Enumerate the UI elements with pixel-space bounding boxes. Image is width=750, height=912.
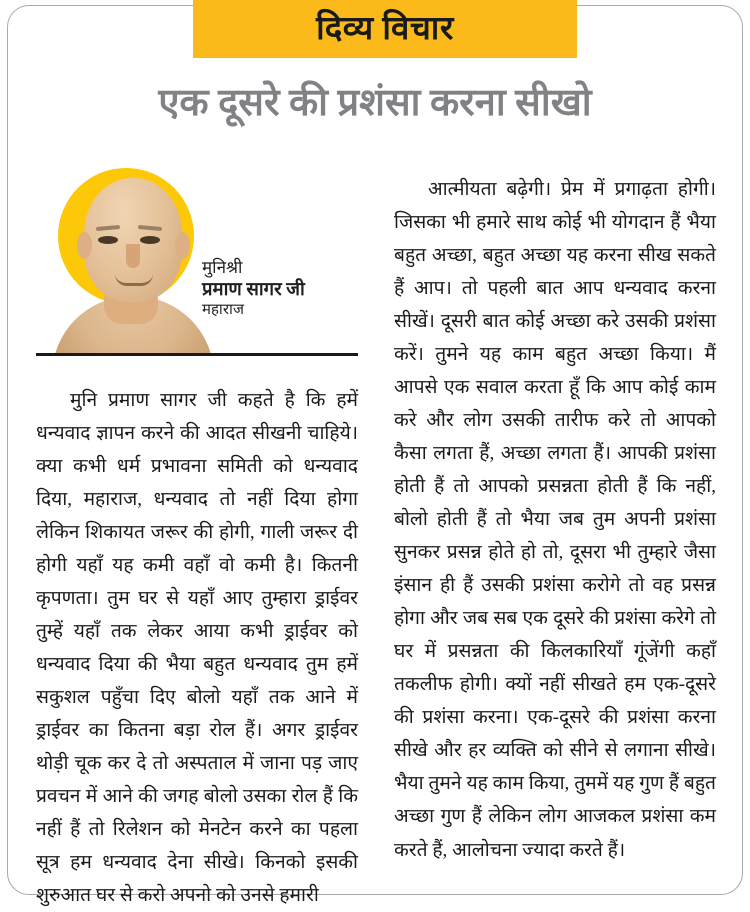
portrait-ear-left	[77, 232, 92, 259]
byline-name: प्रमाण सागर जी	[202, 279, 305, 300]
portrait-mouth	[115, 274, 153, 286]
article-headline: एक दूसरे की प्रशंसा करना सीखो	[158, 82, 592, 124]
masthead-title: दिव्य विचार	[316, 10, 454, 47]
column-right	[394, 150, 714, 880]
byline-suffix: महाराज	[202, 302, 244, 319]
author-byline	[202, 258, 362, 320]
article-body-right: आत्मीयता बढ़ेगी। प्रेम में प्रगाढ़ता होगी। जिसका भी हमारे साथ कोई भी योगदान हैं भैया बहुत अच्छा, बहुत अच्छा यह करना सीख सकते हैं आप। तो पहली बात आप धन्यवाद करना सीखें। दूसरी बात कोई अच्छा करे उसकी प्रशंसा करें। तुमने यह काम बहुत अच्छा किया। मैं आपसे एक सवाल करता हूँ कि आप कोई काम करे और लोग उसकी तारीफ करे तो आपको कैसा लगता हैं, अच्छा लगता हैं। आपकी प्रशंसा होती हैं तो आपको प्रसन्नता होती हैं कि नहीं, बोलो होती हैं तो भैया जब तुम अपनी प्रशंसा सुनकर प्रसन्न होते हो तो, दूसरा भी तुम्हारे जैसा इंसान ही हैं उसकी प्रशंसा करोगे तो वह प्रसन्न होगा और जब सब एक दूसरे की प्रशंसा करेगे तो घर में प्रसन्नता की किलकारियाँ गूंजेंगी कहाँ तकलीफ होगी। क्यों नहीं सीखते हम एक-दूसरे की प्रशंसा करना। एक-दूसरे की प्रशंसा करना सीखे और हर व्यक्ति को सीने से लगाना सीखे। भैया तुमने यह काम किया, तुममें यह गुण हैं बहुत अच्छा गुण हैं लेकिन लोग आजकल प्रशंसा कम करते हैं, आलोचना ज्यादा करते हैं।	[394, 179, 716, 861]
column-left	[36, 150, 358, 907]
article-columns	[36, 150, 716, 907]
portrait-ear-right	[175, 232, 190, 259]
author-figure	[36, 150, 356, 350]
column-divider-rule	[36, 353, 358, 356]
article-body-left: मुनि प्रमाण सागर जी कहते है कि हमें धन्यवाद ज्ञापन करने की आदत सीखनी चाहिये। क्या कभी धर्म प्रभावना समिती को धन्यवाद दिया, महाराज, धन्यवाद तो नहीं दिया होगा लेकिन शिकायत जरूर की होगी, गाली जरूर दी होगी यहाँ यह कमी वहाँ वो कमी है। कितनी कृपणता। तुम घर से यहाँ आए तुम्हारा ड्राईवर तुम्हें यहाँ तक लेकर आया कभी ड्राईवर को धन्यवाद दिया की भैया बहुत धन्यवाद तुम हमें सकुशल पहुँचा दिए बोलो यहाँ तक आने में ड्राईवर का कितना बड़ा रोल हैं। अगर ड्राईवर थोड़ी चूक कर दे तो अस्पताल में जाना पड़ जाए प्रवचन में आने की जगह बोलो उसका रोल हैं कि नहीं हैं तो रिलेशन को मेनटेन करने का पहला सूत्र हम धन्यवाद देना सीखे। किनको इसकी शुरुआत घर से करो अपनो को उनसे हमारी	[36, 390, 358, 907]
portrait-eye-right	[140, 236, 160, 244]
masthead-banner	[193, 0, 577, 58]
author-portrait	[46, 170, 216, 355]
portrait-eye-left	[98, 236, 118, 244]
byline-prefix: मुनिश्री	[202, 258, 243, 277]
portrait-nose	[126, 244, 140, 268]
